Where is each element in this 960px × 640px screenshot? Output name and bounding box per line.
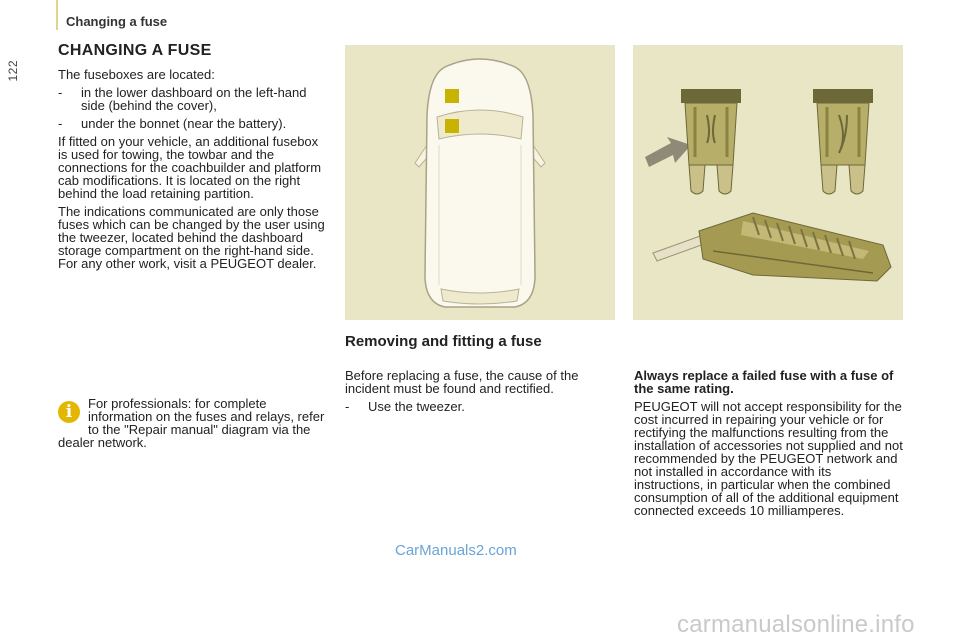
- fuse-and-tweezer-illustration: [633, 45, 903, 320]
- list-item: [345, 400, 585, 413]
- info-note: [58, 397, 330, 449]
- page-number: 122: [6, 60, 20, 82]
- liability-paragraph: PEUGEOT will not accept responsibility for the cost incurred in repairing your vehicle or for rectifying the malfunctions resulting from the installation of accessories not supplied and not recommended by the PEUGEOT network and not installed in accordance with its instructions, in particular when the combined consumption of all of the additional equipment connected exceeds 10 milliamperes.: [634, 399, 903, 518]
- removing-fitting-heading: Removing and fitting a fuse: [345, 333, 542, 350]
- section-title: Changing a fuse: [66, 14, 168, 29]
- arrow-icon: [645, 137, 691, 167]
- header-rule: [56, 0, 58, 30]
- vehicle-fusebox-diagram: [345, 45, 615, 320]
- intro-text: The fuseboxes are located:: [58, 67, 215, 82]
- right-column: [634, 369, 904, 522]
- fusebox-marker-dashboard: [445, 119, 459, 133]
- fusebox-marker-engine: [445, 89, 459, 103]
- carmanuals-watermark: CarManuals2.com: [395, 542, 517, 559]
- cause-paragraph: Before replacing a fuse, the cause of the incident must be found and rectified.: [345, 368, 579, 396]
- list-item-text: Use the tweezer.: [368, 399, 465, 414]
- page-heading: CHANGING A FUSE: [58, 42, 212, 59]
- info-text: For professionals: for complete information on the fuses and relays, refer to the "Repair manual" diagram via the dealer network.: [58, 396, 325, 450]
- list-dash: -: [58, 85, 63, 100]
- additional-fusebox-paragraph: If fitted on your vehicle, an additional fusebox is used for towing, the towbar and the connections for the coachbuilder and platform cab modifications. It is located on the right behind the load retaining partition.: [58, 134, 322, 201]
- list-item-text: under the bonnet (near the battery).: [81, 116, 287, 131]
- list-dash: -: [58, 116, 63, 131]
- middle-column: [345, 369, 585, 418]
- indications-paragraph: The indications communicated are only those fuses which can be changed by the user using the tweezer, located behind the dashboard storage compartment on the right-hand side. For any other work, visit a PEUGEOT dealer.: [58, 204, 325, 271]
- fuse-tweezer-icon: [653, 213, 891, 281]
- warning-text: Always replace a failed fuse with a fuse of the same rating.: [634, 368, 894, 396]
- van-top-view-illustration: [345, 45, 615, 320]
- list-item: [58, 86, 330, 112]
- info-icon: i: [58, 401, 80, 423]
- list-item: [58, 117, 330, 130]
- fuse-tweezer-svg: [633, 45, 903, 320]
- blown-fuse-icon: [681, 89, 741, 194]
- good-fuse-icon: [813, 89, 873, 194]
- list-item-text: in the lower dashboard on the left-hand side (behind the cover),: [81, 85, 307, 113]
- carmanualsonline-watermark: carmanualsonline.info: [677, 611, 915, 638]
- left-column: [58, 68, 330, 275]
- list-dash: -: [345, 399, 350, 414]
